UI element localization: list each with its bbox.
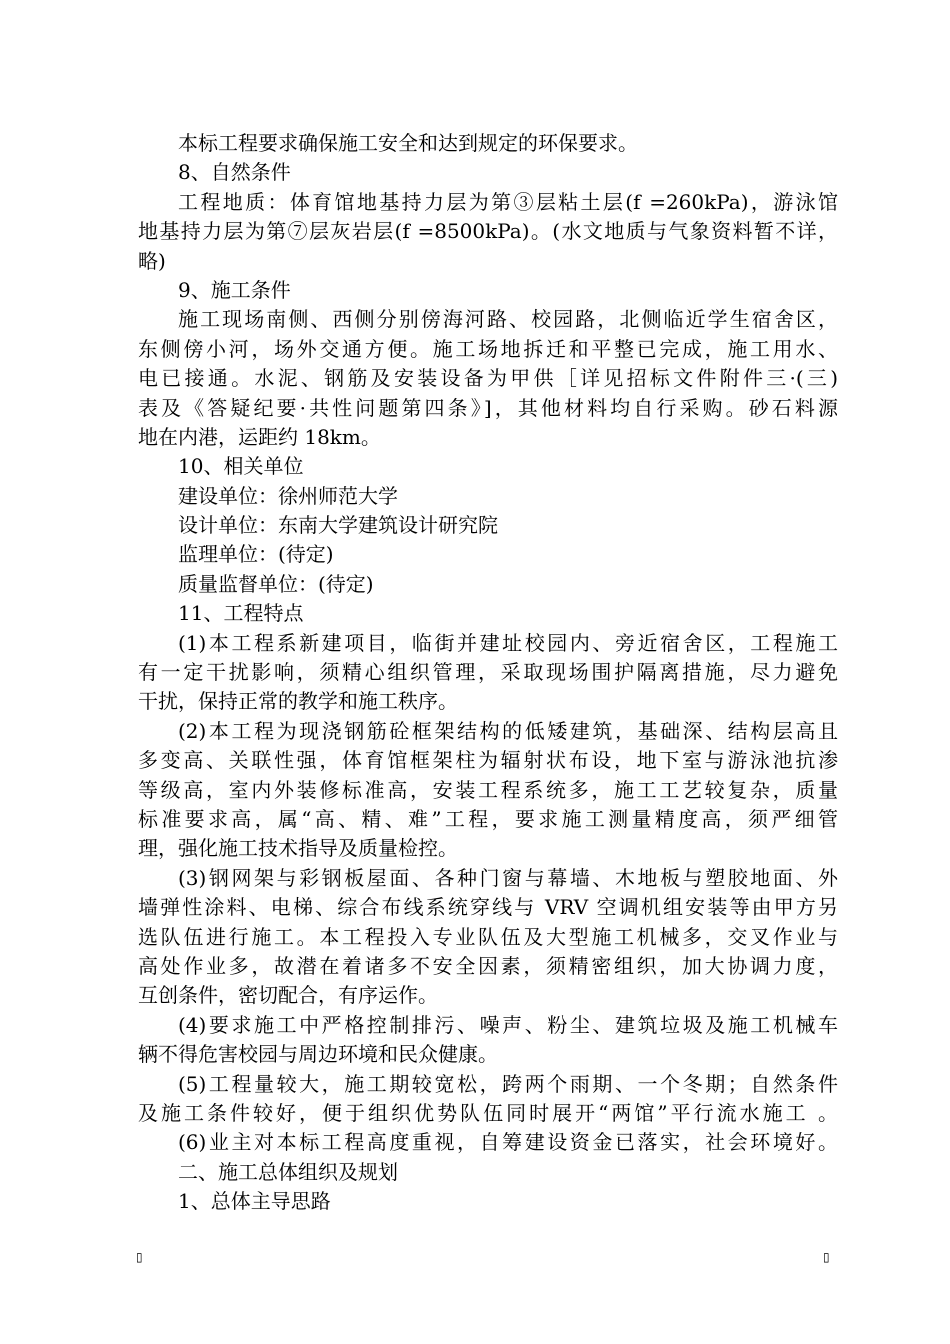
text-line: 互创条件，密切配合，有序运作。 (138, 983, 438, 1008)
text-line: 干扰，保持正常的教学和施工秩序。 (138, 689, 458, 714)
text-line: 辆不得危害校园与周边环境和民众健康。 (138, 1042, 498, 1067)
text-line: 建设单位：徐州师范大学 (178, 483, 398, 508)
text-line: 选队伍进行施工。本工程投入专业队伍及大型施工机械多，交叉作业与 (138, 924, 838, 949)
text-line: 及施工条件较好，便于组织优势队伍同时展开“两馆”平行流水施工 。 (138, 1100, 838, 1125)
text-line: 施工现场南侧、西侧分别傍海河路、校园路，北侧临近学生宿舍区， (178, 307, 838, 332)
text-line: 本标工程要求确保施工安全和达到规定的环保要求。 (178, 131, 638, 155)
text-line: 9、施工条件 (178, 277, 291, 302)
text-line: 地在内港，运距约 18km。 (138, 424, 381, 449)
text-line: (1)本工程系新建项目，临街并建址校园内、旁近宿舍区，工程施工 (178, 630, 838, 655)
text-line: 有一定干扰影响，须精心组织管理，采取现场围护隔离措施，尽力避免 (138, 660, 838, 685)
text-line: (4)要求施工中严格控制排污、噪声、粉尘、建筑垃圾及施工机械车 (178, 1012, 838, 1037)
text-line: 10、相关单位 (178, 454, 304, 479)
text-line: 等级高，室内外装修标准高，安装工程系统多，施工工艺较复杂，质量 (138, 777, 838, 802)
document-body (138, 129, 838, 1216)
text-line: 设计单位：东南大学建筑设计研究院 (178, 513, 498, 538)
footer-right-mark: ▯ (823, 1250, 830, 1264)
text-line: (2)本工程为现浇钢筋砼框架结构的低矮建筑，基础深、结构层高且 (178, 718, 838, 743)
text-line: 11、工程特点 (178, 601, 304, 626)
text-line: (5)工程量较大，施工期较宽松，跨两个雨期、一个冬期；自然条件 (178, 1071, 838, 1096)
text-line: 监理单位：(待定) (178, 542, 334, 567)
text-line: 二、施工总体组织及规划 (178, 1159, 398, 1184)
text-line: 高处作业多，故潜在着诸多不安全因素，须精密组织，加大协调力度， (138, 953, 838, 978)
text-line: 电已接通。水泥、钢筋及安装设备为甲供［详见招标文件附件三·(三) (138, 366, 838, 391)
text-line: 工程地质：体育馆地基持力层为第③层粘土层(f =260kPa)，游泳馆 (178, 189, 838, 214)
text-line: (3)钢网架与彩钢板屋面、各种门窗与幕墙、木地板与塑胶地面、外 (178, 865, 838, 890)
text-line: 地基持力层为第⑦层灰岩层(f =8500kPa)。(水文地质与气象资料暂不详， (138, 219, 838, 244)
text-line: 墙弹性涂料、电梯、综合布线系统穿线与 VRV 空调机组安装等由甲方另 (138, 895, 838, 920)
text-line: 多变高、关联性强，体育馆框架柱为辐射状布设，地下室与游泳池抗渗 (138, 748, 838, 773)
text-line: 略) (138, 248, 166, 273)
text-line: 1、总体主导思路 (178, 1189, 331, 1214)
text-line: 表及《答疑纪要·共性问题第四条》]，其他材料均自行采购。砂石料源 (138, 395, 838, 420)
text-line: 东侧傍小河，场外交通方便。施工场地拆迁和平整已完成，施工用水、 (138, 336, 838, 361)
text-line: 标准要求高，属“高、精、难”工程，要求施工测量精度高，须严细管 (138, 806, 838, 831)
text-line: 8、自然条件 (178, 160, 291, 185)
text-line: 理，强化施工技术指导及质量检控。 (138, 836, 458, 861)
footer-left-mark: ▯ (136, 1250, 143, 1264)
text-line: 质量监督单位：(待定) (178, 571, 374, 596)
text-line: (6)业主对本标工程高度重视，自筹建设资金已落实，社会环境好。 (178, 1130, 838, 1155)
